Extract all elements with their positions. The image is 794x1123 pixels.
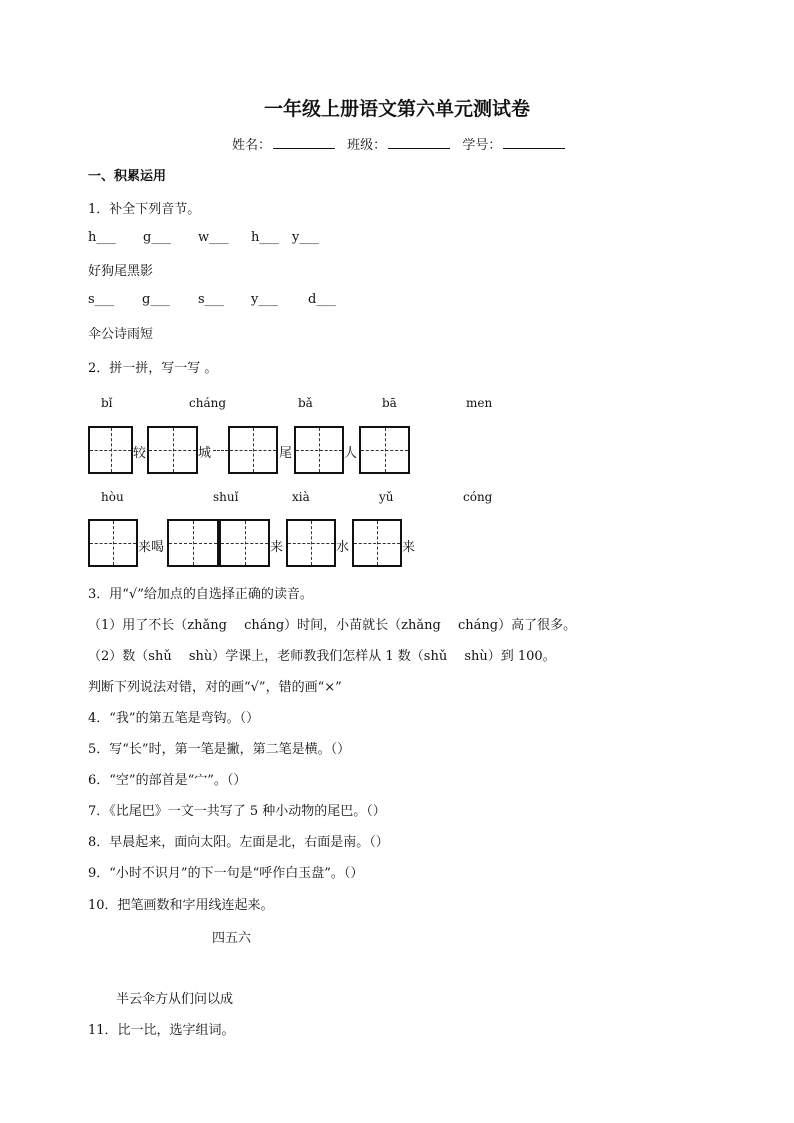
writing-grid-box[interactable] — [88, 519, 138, 567]
writing-grid-box[interactable] — [228, 426, 278, 474]
pinyin-label: bǐ — [101, 396, 113, 410]
syllable-blank[interactable]: s___ — [88, 292, 115, 307]
given-char: 尾 — [279, 446, 293, 461]
judge-question: 9．“小时不识月”的下一句是“呼作白玉盘”。（） — [88, 866, 364, 881]
syllable-words: 好狗尾黑影 — [88, 264, 154, 279]
syllable-blank[interactable]: d___ — [308, 292, 336, 307]
writing-grid-box[interactable] — [352, 519, 402, 567]
given-char: 城 — [198, 446, 212, 461]
writing-grid-box[interactable] — [359, 426, 410, 474]
given-char: 较 — [133, 446, 147, 461]
question-3-item: （1）用了不长（zhǎng cháng）时间，小苗就长（zhǎng cháng）高了很多。 — [88, 618, 577, 633]
student-info-line — [232, 134, 573, 153]
question-11-prompt: 11．比一比，选字组词。 — [88, 1023, 235, 1038]
name-label: 姓名： — [232, 138, 272, 153]
syllable-blank[interactable]: w___ — [198, 230, 229, 245]
syllable-blank[interactable]: s___ — [198, 292, 225, 307]
writing-grid-box[interactable] — [167, 519, 219, 567]
syllable-blank[interactable]: y___ — [292, 230, 319, 245]
syllable-blank[interactable]: g___ — [143, 230, 171, 245]
writing-grid-box[interactable] — [88, 426, 133, 474]
syllable-blank[interactable]: h___ — [251, 230, 279, 245]
pinyin-label: shuǐ — [213, 490, 239, 504]
pinyin-label: bǎ — [298, 396, 313, 410]
section-heading: 一、积累运用 — [88, 169, 167, 184]
id-label: 学号： — [462, 138, 502, 153]
page-title: 一年级上册语文第六单元测试卷 — [263, 98, 530, 120]
pinyin-label: xià — [292, 490, 310, 504]
judge-question: 8．早晨起来，面向太阳。左面是北，右面是南。（） — [88, 835, 389, 850]
question-3-prompt: 3．用“√”给加点的自选择正确的读音。 — [88, 587, 313, 602]
given-char: 来 — [402, 540, 416, 555]
pinyin-label: bā — [382, 396, 397, 410]
pinyin-label: cháng — [189, 396, 227, 410]
given-char: 来 — [270, 540, 284, 555]
syllable-words: 伞公诗雨短 — [88, 327, 154, 342]
given-char: 水 — [336, 540, 350, 555]
syllable-blank[interactable]: y___ — [251, 292, 278, 307]
judge-question: 5．写“长”时，第一笔是撇，第二笔是横。（） — [88, 742, 351, 757]
question-2-prompt: 2．拼一拼，写一写 。 — [88, 361, 218, 376]
writing-grid-box[interactable] — [147, 426, 198, 474]
question-3-item: （2）数（shǔ shù）学课上，老师教我们怎样从 1 数（shǔ shù）到 100。 — [88, 649, 556, 664]
writing-grid-box[interactable] — [219, 519, 270, 567]
name-blank[interactable] — [273, 136, 335, 149]
grid-guide-line — [213, 450, 228, 451]
pinyin-label: men — [466, 396, 493, 410]
judge-question: 6．“空”的部首是“宀”。（） — [88, 773, 247, 788]
syllable-blank[interactable]: h___ — [88, 230, 116, 245]
syllable-blank[interactable]: g___ — [142, 292, 170, 307]
judge-instructions: 判断下列说法对错，对的画“√”，错的画“×” — [88, 680, 342, 695]
writing-grid-box[interactable] — [294, 426, 344, 474]
pinyin-label: hòu — [101, 490, 124, 504]
pinyin-label: cóng — [463, 490, 493, 504]
match-characters: 半云伞方从们问以成 — [116, 992, 234, 1007]
given-char: 人 — [344, 446, 358, 461]
stroke-numbers: 四五六 — [212, 931, 252, 946]
judge-question: 4．“我”的第五笔是弯钩。（） — [88, 711, 260, 726]
judge-question: 7．《比尾巴》一文一共写了 5 种小动物的尾巴。（） — [88, 804, 386, 819]
class-label: 班级： — [347, 138, 387, 153]
question-1-prompt: 1．补全下列音节。 — [88, 202, 201, 217]
given-char: 来喝 — [138, 540, 165, 555]
id-blank[interactable] — [503, 136, 565, 149]
writing-grid-box[interactable] — [286, 519, 336, 567]
question-10-prompt: 10．把笔画数和字用线连起来。 — [88, 898, 274, 913]
class-blank[interactable] — [388, 136, 450, 149]
pinyin-label: yǔ — [379, 490, 394, 504]
